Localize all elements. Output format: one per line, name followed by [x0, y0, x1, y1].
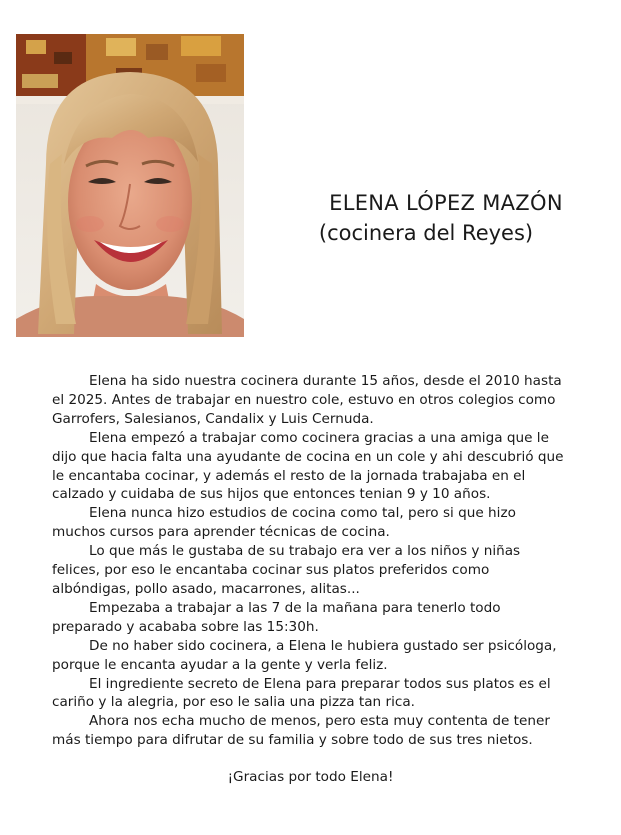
paragraph: Empezaba a trabajar a las 7 de la mañana para tenerlo todo preparado y acababa sobre las 15:30h.	[52, 599, 501, 635]
portrait-photo	[16, 34, 244, 337]
paragraph: El ingrediente secreto de Elena para preparar todos sus platos es el cariño y la alegria, por eso le salia una pizza tan rica.	[52, 675, 551, 711]
paragraph: Lo que más le gustaba de su trabajo era ver a los niños y niñas felices, por eso le encantaba cocinar sus platos preferidos como albóndigas, pollo asado, macarrones, alitas...	[52, 543, 521, 597]
closing-line: ¡Gracias por todo Elena!	[227, 769, 394, 785]
article-body	[52, 372, 572, 750]
paragraph: Elena nunca hizo estudios de cocina como tal, pero si que hizo muchos cursos para aprender técnicas de cocina.	[52, 505, 516, 541]
person-name: ELENA LÓPEZ MAZÓN	[329, 191, 563, 215]
paragraph: Ahora nos echa mucho de menos, pero esta muy contenta de tener más tiempo para difrutar de su familia y sobre todo de sus tres nietos.	[52, 713, 550, 749]
paragraph: Elena ha sido nuestra cocinera durante 15 años, desde el 2010 hasta el 2025. Antes de trabajar en nuestro cole, estuvo en otros colegios como Garrofers, Salesianos, Candalix y Luis Cernuda.	[52, 373, 562, 427]
person-role: (cocinera del Reyes)	[318, 221, 534, 245]
article-header	[296, 188, 596, 248]
paragraph: Elena empezó a trabajar como cocinera gracias a una amiga que le dijo que hacia falta una ayudante de cocina en un cole y ahi descubrió que le encantaba cocinar, y además el resto de la jornada trabajaba en el calzado y cuidaba de sus hijos que entonces tenian 9 y 10 años.	[52, 429, 564, 503]
paragraph: De no haber sido cocinera, a Elena le hubiera gustado ser psicóloga, porque le encanta ayudar a la gente y verla feliz.	[52, 637, 557, 673]
